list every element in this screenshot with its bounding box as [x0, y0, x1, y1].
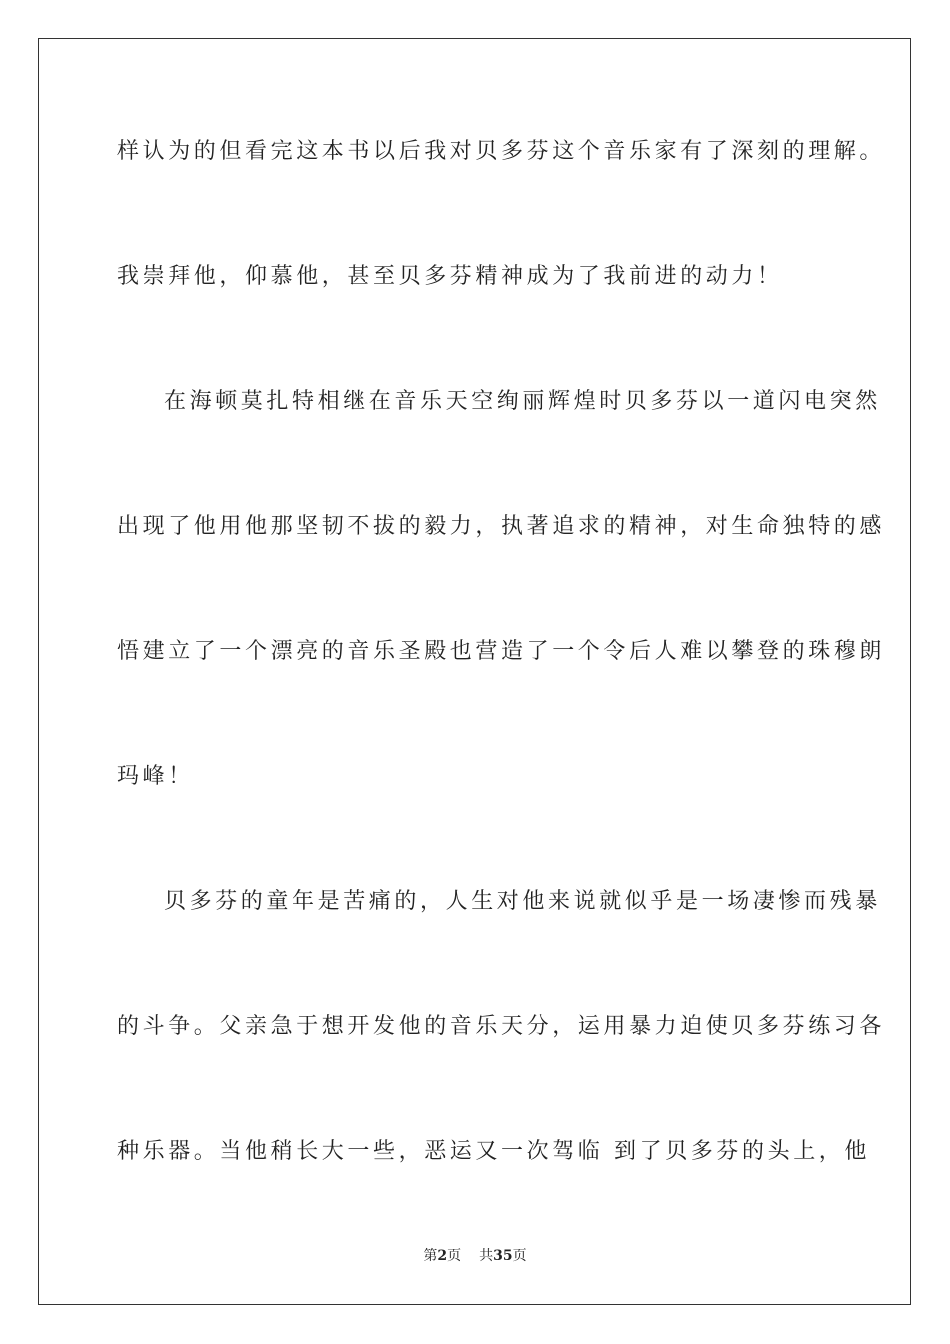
text-line: 的斗争。父亲急于想开发他的音乐天分，运用暴力迫使贝多芬练习各 [117, 1014, 886, 1039]
text-line: 种乐器。当他稍长大一些，恶运又一次驾临 到了贝多芬的头上，他 [117, 1139, 870, 1164]
page-frame [38, 38, 911, 1305]
paragraph-start-line: 在海顿莫扎特相继在音乐天空绚丽辉煌时贝多芬以一道闪电突然 [164, 389, 881, 414]
text-line: 我崇拜他，仰慕他，甚至贝多芬精神成为了我前进的动力！ [117, 264, 783, 289]
current-page-number: 2 [437, 1248, 448, 1264]
paragraph-start-line: 贝多芬的童年是苦痛的，人生对他来说就似乎是一场凄惨而残暴 [164, 889, 881, 914]
total-prefix: 共 [479, 1248, 494, 1264]
page-footer [0, 1246, 950, 1266]
text-line: 样认为的但看完这本书以后我对贝多芬这个音乐家有了深刻的理解。 [117, 139, 886, 164]
page-suffix: 页 [447, 1248, 462, 1264]
text-line: 悟建立了一个漂亮的音乐圣殿也营造了一个令后人难以攀登的珠穆朗 [117, 639, 886, 664]
total-suffix: 页 [512, 1248, 527, 1264]
total-page-count: 35 [493, 1248, 513, 1264]
page-prefix: 第 [423, 1248, 438, 1264]
text-line: 出现了他用他那坚韧不拔的毅力，执著追求的精神，对生命独特的感 [117, 514, 886, 539]
text-line: 玛峰！ [117, 764, 194, 789]
